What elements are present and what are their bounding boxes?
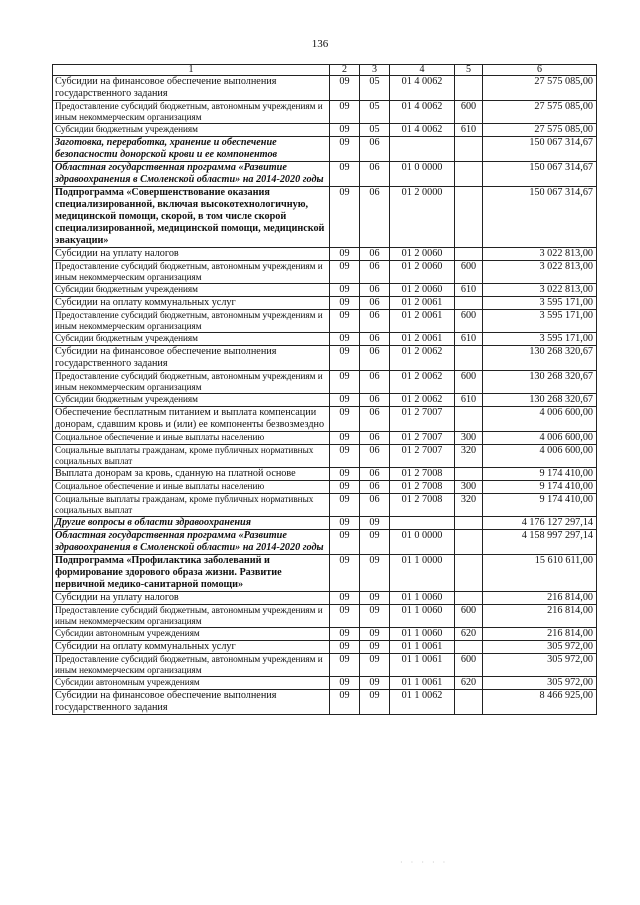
row-amount: 27 575 085,00 xyxy=(483,124,597,137)
table-row xyxy=(53,432,597,445)
row-subsection: 06 xyxy=(360,432,390,445)
header-col-4: 4 xyxy=(390,65,455,76)
row-section: 09 xyxy=(330,468,360,481)
row-subsection: 09 xyxy=(360,690,390,715)
table-row xyxy=(53,530,597,555)
row-target-article: 01 2 7007 xyxy=(390,445,455,468)
row-subsection: 06 xyxy=(360,310,390,333)
header-col-3: 3 xyxy=(360,65,390,76)
row-section: 09 xyxy=(330,555,360,592)
row-name: Субсидии на финансовое обеспечение выполнения государственного задания xyxy=(53,76,330,101)
row-expense-type: 620 xyxy=(455,628,483,641)
row-subsection: 06 xyxy=(360,394,390,407)
row-target-article: 01 1 0061 xyxy=(390,654,455,677)
row-amount: 3 595 171,00 xyxy=(483,333,597,346)
row-section: 09 xyxy=(330,641,360,654)
row-target-article: 01 2 0060 xyxy=(390,284,455,297)
row-name: Субсидии бюджетным учреждениям xyxy=(53,124,330,137)
row-target-article: 01 2 7008 xyxy=(390,494,455,517)
row-section: 09 xyxy=(330,310,360,333)
row-section: 09 xyxy=(330,297,360,310)
row-expense-type: 600 xyxy=(455,371,483,394)
table-row xyxy=(53,517,597,530)
table-row xyxy=(53,690,597,715)
row-target-article: 01 2 0000 xyxy=(390,187,455,248)
table-row xyxy=(53,101,597,124)
table-row xyxy=(53,371,597,394)
row-section: 09 xyxy=(330,124,360,137)
row-section: 09 xyxy=(330,346,360,371)
page-number: 136 xyxy=(311,38,329,50)
row-target-article xyxy=(390,517,455,530)
row-amount: 3 595 171,00 xyxy=(483,297,597,310)
row-name: Субсидии на оплату коммунальных услуг xyxy=(53,641,330,654)
row-expense-type: 600 xyxy=(455,310,483,333)
row-expense-type xyxy=(455,530,483,555)
row-name: Областная государственная программа «Развитие здравоохранения в Смоленской области» на 2014-2020 годы xyxy=(53,162,330,187)
row-amount: 150 067 314,67 xyxy=(483,137,597,162)
row-name: Субсидии автономным учреждениям xyxy=(53,628,330,641)
row-section: 09 xyxy=(330,137,360,162)
row-expense-type xyxy=(455,137,483,162)
row-expense-type xyxy=(455,76,483,101)
row-name: Субсидии бюджетным учреждениям xyxy=(53,284,330,297)
row-expense-type xyxy=(455,346,483,371)
row-section: 09 xyxy=(330,494,360,517)
row-amount: 130 268 320,67 xyxy=(483,394,597,407)
row-subsection: 05 xyxy=(360,124,390,137)
row-target-article: 01 1 0062 xyxy=(390,690,455,715)
row-amount: 4 158 997 297,14 xyxy=(483,530,597,555)
row-name: Социальные выплаты гражданам, кроме публичных нормативных социальных выплат xyxy=(53,494,330,517)
table-row xyxy=(53,187,597,248)
row-target-article: 01 1 0060 xyxy=(390,628,455,641)
table-row xyxy=(53,394,597,407)
row-amount: 130 268 320,67 xyxy=(483,371,597,394)
row-target-article: 01 2 0061 xyxy=(390,333,455,346)
row-expense-type: 610 xyxy=(455,124,483,137)
row-expense-type xyxy=(455,297,483,310)
row-section: 09 xyxy=(330,407,360,432)
row-expense-type xyxy=(455,517,483,530)
row-expense-type xyxy=(455,468,483,481)
row-expense-type xyxy=(455,690,483,715)
header-col-1: 1 xyxy=(53,65,330,76)
row-subsection: 09 xyxy=(360,677,390,690)
row-subsection: 06 xyxy=(360,333,390,346)
table-row xyxy=(53,248,597,261)
budget-table xyxy=(52,64,597,715)
row-target-article: 01 1 0060 xyxy=(390,592,455,605)
table-row xyxy=(53,346,597,371)
table-row xyxy=(53,310,597,333)
row-expense-type: 300 xyxy=(455,481,483,494)
row-amount: 216 814,00 xyxy=(483,628,597,641)
table-row xyxy=(53,76,597,101)
row-name: Областная государственная программа «Развитие здравоохранения в Смоленской области» на 2014-2020 годы xyxy=(53,530,330,555)
row-section: 09 xyxy=(330,261,360,284)
row-name: Предоставление субсидий бюджетным, автономным учреждениям и иным некоммерческим организациям xyxy=(53,261,330,284)
row-section: 09 xyxy=(330,530,360,555)
row-name: Субсидии на уплату налогов xyxy=(53,592,330,605)
table-row xyxy=(53,641,597,654)
row-subsection: 06 xyxy=(360,494,390,517)
row-expense-type: 610 xyxy=(455,284,483,297)
row-subsection: 09 xyxy=(360,517,390,530)
row-amount: 305 972,00 xyxy=(483,641,597,654)
table-row xyxy=(53,137,597,162)
row-subsection: 06 xyxy=(360,407,390,432)
row-section: 09 xyxy=(330,654,360,677)
row-name: Подпрограмма «Совершенствование оказания специализированной, включая высокотехнологичную, медицинской помощи, скорой, в том числе скорой специализированной, медицинской помощи, медицинской эвакуации» xyxy=(53,187,330,248)
row-amount: 3 595 171,00 xyxy=(483,310,597,333)
row-section: 09 xyxy=(330,481,360,494)
row-name: Субсидии на финансовое обеспечение выполнения государственного задания xyxy=(53,690,330,715)
row-subsection: 09 xyxy=(360,592,390,605)
row-expense-type: 600 xyxy=(455,605,483,628)
row-subsection: 09 xyxy=(360,555,390,592)
row-name: Субсидии на уплату налогов xyxy=(53,248,330,261)
row-subsection: 06 xyxy=(360,284,390,297)
row-section: 09 xyxy=(330,628,360,641)
row-subsection: 09 xyxy=(360,628,390,641)
row-target-article: 01 2 0060 xyxy=(390,261,455,284)
row-amount: 4 006 600,00 xyxy=(483,445,597,468)
row-target-article: 01 2 0060 xyxy=(390,248,455,261)
row-target-article: 01 2 7007 xyxy=(390,407,455,432)
table-row xyxy=(53,654,597,677)
row-target-article: 01 2 0062 xyxy=(390,394,455,407)
row-subsection: 09 xyxy=(360,605,390,628)
row-section: 09 xyxy=(330,445,360,468)
row-name: Субсидии на оплату коммунальных услуг xyxy=(53,297,330,310)
row-subsection: 06 xyxy=(360,297,390,310)
row-target-article: 01 4 0062 xyxy=(390,124,455,137)
row-amount: 3 022 813,00 xyxy=(483,261,597,284)
row-subsection: 06 xyxy=(360,445,390,468)
row-amount: 216 814,00 xyxy=(483,592,597,605)
row-target-article: 01 2 7008 xyxy=(390,468,455,481)
row-expense-type: 600 xyxy=(455,101,483,124)
row-target-article: 01 2 0062 xyxy=(390,346,455,371)
table-row xyxy=(53,481,597,494)
row-amount: 4 006 600,00 xyxy=(483,407,597,432)
table-row xyxy=(53,628,597,641)
row-subsection: 06 xyxy=(360,162,390,187)
row-expense-type: 600 xyxy=(455,654,483,677)
row-expense-type: 620 xyxy=(455,677,483,690)
row-name: Подпрограмма «Профилактика заболеваний и формирование здорового образа жизни. Развитие первичной медико-санитарной помощи» xyxy=(53,555,330,592)
row-expense-type xyxy=(455,187,483,248)
header-col-2: 2 xyxy=(330,65,360,76)
row-expense-type: 610 xyxy=(455,333,483,346)
row-expense-type xyxy=(455,592,483,605)
row-name: Предоставление субсидий бюджетным, автономным учреждениям и иным некоммерческим организациям xyxy=(53,101,330,124)
row-expense-type xyxy=(455,641,483,654)
row-target-article: 01 2 7008 xyxy=(390,481,455,494)
row-target-article: 01 2 0061 xyxy=(390,310,455,333)
row-name: Обеспечение бесплатным питанием и выплата компенсации донорам, сдавшим кровь и (или) ее компоненты безвозмездно xyxy=(53,407,330,432)
row-name: Субсидии бюджетным учреждениям xyxy=(53,394,330,407)
row-section: 09 xyxy=(330,76,360,101)
table-row xyxy=(53,592,597,605)
row-subsection: 06 xyxy=(360,261,390,284)
row-section: 09 xyxy=(330,371,360,394)
row-amount: 130 268 320,67 xyxy=(483,346,597,371)
budget-table-body xyxy=(53,65,597,715)
row-amount: 305 972,00 xyxy=(483,654,597,677)
table-row xyxy=(53,494,597,517)
row-amount: 4 006 600,00 xyxy=(483,432,597,445)
row-name: Субсидии бюджетным учреждениям xyxy=(53,333,330,346)
row-target-article: 01 2 0062 xyxy=(390,371,455,394)
table-row xyxy=(53,124,597,137)
row-section: 09 xyxy=(330,333,360,346)
row-section: 09 xyxy=(330,248,360,261)
row-expense-type: 300 xyxy=(455,432,483,445)
row-expense-type xyxy=(455,162,483,187)
row-target-article: 01 1 0061 xyxy=(390,677,455,690)
row-expense-type: 320 xyxy=(455,445,483,468)
table-row xyxy=(53,261,597,284)
table-row xyxy=(53,284,597,297)
row-amount: 15 610 611,00 xyxy=(483,555,597,592)
row-name: Выплата донорам за кровь, сданную на платной основе xyxy=(53,468,330,481)
row-target-article xyxy=(390,137,455,162)
row-name: Предоставление субсидий бюджетным, автономным учреждениям и иным некоммерческим организациям xyxy=(53,310,330,333)
row-section: 09 xyxy=(330,432,360,445)
row-target-article: 01 1 0060 xyxy=(390,605,455,628)
row-amount: 216 814,00 xyxy=(483,605,597,628)
row-amount: 4 176 127 297,14 xyxy=(483,517,597,530)
header-col-6: 6 xyxy=(483,65,597,76)
row-section: 09 xyxy=(330,517,360,530)
table-row xyxy=(53,333,597,346)
row-subsection: 09 xyxy=(360,654,390,677)
row-name: Предоставление субсидий бюджетным, автономным учреждениям и иным некоммерческим организациям xyxy=(53,371,330,394)
row-subsection: 05 xyxy=(360,76,390,101)
row-amount: 27 575 085,00 xyxy=(483,101,597,124)
row-expense-type xyxy=(455,555,483,592)
row-section: 09 xyxy=(330,284,360,297)
row-amount: 9 174 410,00 xyxy=(483,481,597,494)
scan-specks: · · · · · xyxy=(400,858,449,867)
row-name: Социальное обеспечение и иные выплаты населению xyxy=(53,481,330,494)
row-target-article: 01 4 0062 xyxy=(390,76,455,101)
row-amount: 3 022 813,00 xyxy=(483,248,597,261)
row-section: 09 xyxy=(330,605,360,628)
row-amount: 8 466 925,00 xyxy=(483,690,597,715)
row-subsection: 06 xyxy=(360,468,390,481)
row-name: Социальное обеспечение и иные выплаты населению xyxy=(53,432,330,445)
row-subsection: 06 xyxy=(360,187,390,248)
table-row xyxy=(53,445,597,468)
table-row xyxy=(53,297,597,310)
table-row xyxy=(53,407,597,432)
row-section: 09 xyxy=(330,101,360,124)
row-amount: 9 174 410,00 xyxy=(483,468,597,481)
row-section: 09 xyxy=(330,162,360,187)
row-target-article: 01 1 0061 xyxy=(390,641,455,654)
row-expense-type: 320 xyxy=(455,494,483,517)
row-section: 09 xyxy=(330,187,360,248)
row-name: Предоставление субсидий бюджетным, автономным учреждениям и иным некоммерческим организациям xyxy=(53,605,330,628)
row-subsection: 06 xyxy=(360,481,390,494)
row-name: Социальные выплаты гражданам, кроме публичных нормативных социальных выплат xyxy=(53,445,330,468)
row-target-article: 01 4 0062 xyxy=(390,101,455,124)
row-subsection: 06 xyxy=(360,346,390,371)
row-amount: 9 174 410,00 xyxy=(483,494,597,517)
row-amount: 150 067 314,67 xyxy=(483,187,597,248)
row-name: Субсидии на финансовое обеспечение выполнения государственного задания xyxy=(53,346,330,371)
row-target-article: 01 1 0000 xyxy=(390,555,455,592)
row-expense-type: 610 xyxy=(455,394,483,407)
table-row xyxy=(53,162,597,187)
row-subsection: 06 xyxy=(360,371,390,394)
row-subsection: 09 xyxy=(360,641,390,654)
row-name: Субсидии автономным учреждениям xyxy=(53,677,330,690)
table-header-row xyxy=(53,65,597,76)
row-expense-type: 600 xyxy=(455,261,483,284)
row-subsection: 06 xyxy=(360,248,390,261)
row-target-article: 01 0 0000 xyxy=(390,530,455,555)
row-name: Заготовка, переработка, хранение и обеспечение безопасности донорской крови и ее компонентов xyxy=(53,137,330,162)
row-section: 09 xyxy=(330,394,360,407)
header-col-5: 5 xyxy=(455,65,483,76)
row-name: Предоставление субсидий бюджетным, автономным учреждениям и иным некоммерческим организациям xyxy=(53,654,330,677)
row-section: 09 xyxy=(330,690,360,715)
table-row xyxy=(53,555,597,592)
row-amount: 27 575 085,00 xyxy=(483,76,597,101)
row-target-article: 01 2 7007 xyxy=(390,432,455,445)
row-amount: 305 972,00 xyxy=(483,677,597,690)
row-subsection: 09 xyxy=(360,530,390,555)
row-amount: 3 022 813,00 xyxy=(483,284,597,297)
row-amount: 150 067 314,67 xyxy=(483,162,597,187)
row-section: 09 xyxy=(330,592,360,605)
row-name: Другие вопросы в области здравоохранения xyxy=(53,517,330,530)
row-subsection: 06 xyxy=(360,137,390,162)
row-expense-type xyxy=(455,248,483,261)
table-row xyxy=(53,468,597,481)
table-row xyxy=(53,605,597,628)
row-subsection: 05 xyxy=(360,101,390,124)
row-section: 09 xyxy=(330,677,360,690)
row-target-article: 01 0 0000 xyxy=(390,162,455,187)
row-expense-type xyxy=(455,407,483,432)
table-row xyxy=(53,677,597,690)
row-target-article: 01 2 0061 xyxy=(390,297,455,310)
